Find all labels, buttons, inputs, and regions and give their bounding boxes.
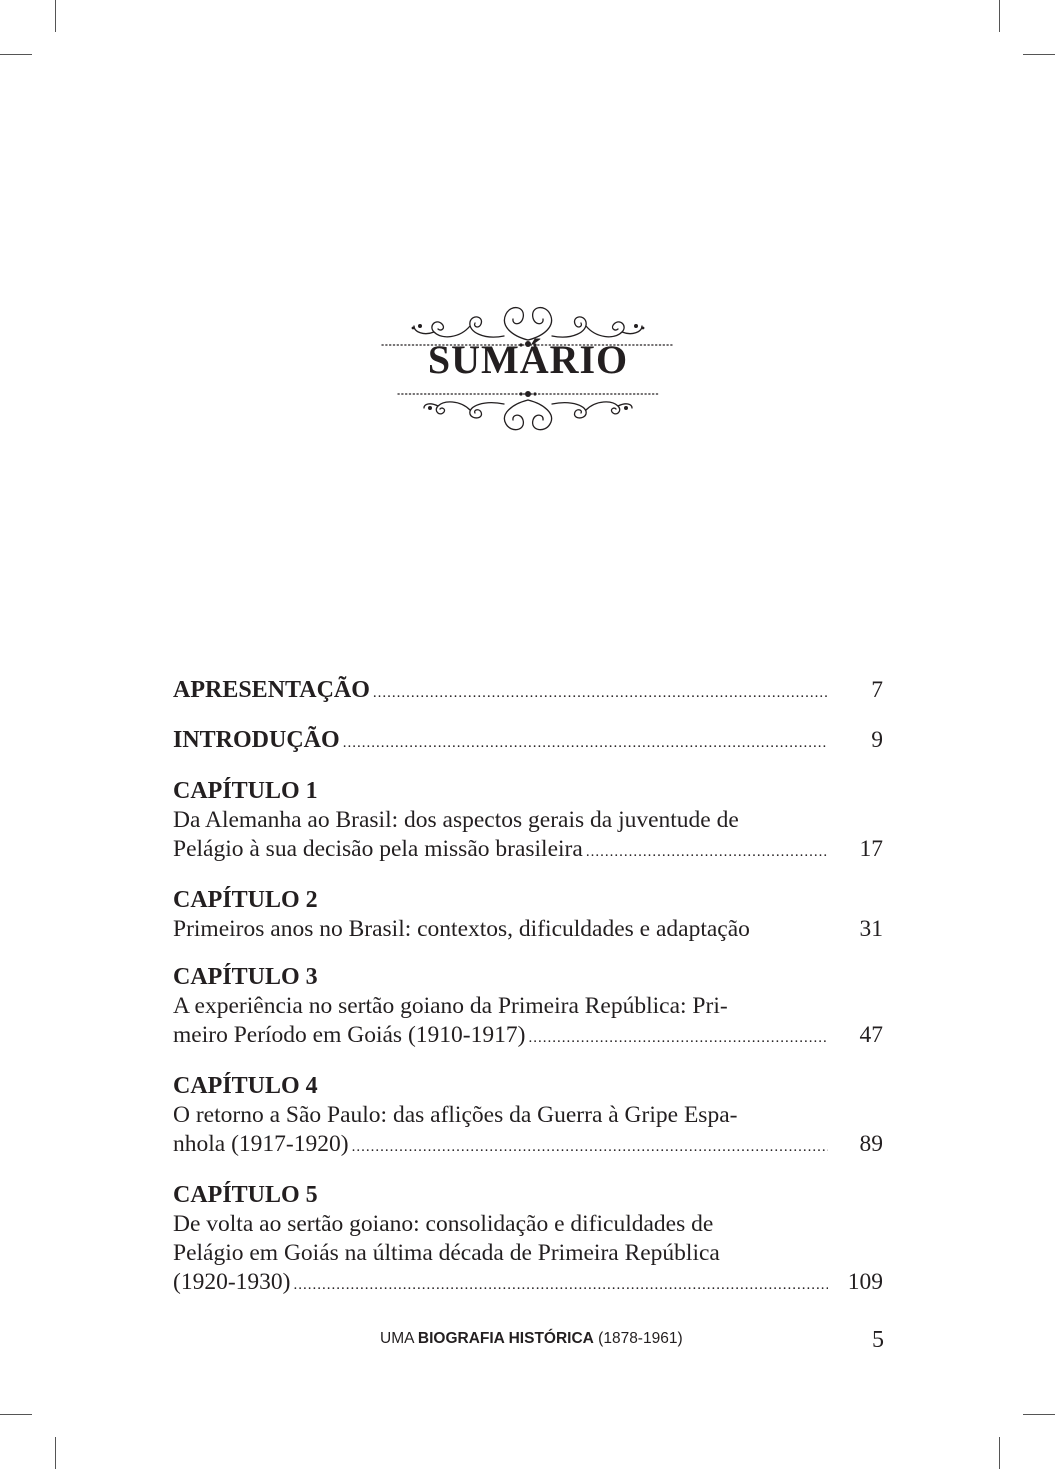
toc-page-number: 17 [859,836,883,862]
running-footer-book-title: BIOGRAFIA HISTÓRICA [417,1330,594,1347]
crop-mark [55,1437,56,1469]
chapter-title-line: O retorno a São Paulo: das aflições da Guerra à Gripe Espa- [173,1102,738,1128]
dot-leader [586,838,828,867]
page-number: 5 [872,1327,884,1353]
chapter-title-line: Da Alemanha ao Brasil: dos aspectos gerais da juventude de [173,807,739,833]
dot-leader [293,1271,828,1300]
crop-mark [55,0,56,32]
chapter-title-line: nhola (1917-1920) [173,1131,349,1157]
chapter-heading: CAPÍTULO 4 [173,1073,318,1099]
chapter-title-line: Primeiros anos no Brasil: contextos, dificuldades e adaptação [173,916,750,942]
toc-entry-label: INTRODUÇÃO [173,727,340,753]
chapter-heading: CAPÍTULO 3 [173,964,318,990]
running-footer-prefix: UMA [380,1330,418,1347]
chapter-heading: CAPÍTULO 1 [173,778,318,804]
chapter-title-line: meiro Período em Goiás (1910-1917) [173,1022,526,1048]
running-footer-years: (1878-1961) [593,1330,683,1347]
chapter-heading: CAPÍTULO 2 [173,887,318,913]
toc-page-number: 31 [859,916,883,942]
dot-leader [352,1133,828,1162]
dot-leader [528,1024,828,1053]
chapter-title-line: Pelágio em Goiás na última década de Primeira República [173,1240,720,1266]
toc-page-number: 109 [847,1269,883,1295]
crop-mark [0,54,32,55]
running-footer [380,1330,683,1348]
toc-entry-chapter-3[interactable] [173,962,883,1053]
toc-entry-chapter-1[interactable] [173,776,883,867]
chapter-title-line: Pelágio à sua decisão pela missão brasileira [173,836,583,862]
toc-entry-introducao[interactable] [173,726,883,758]
toc-entry-label: APRESENTAÇÃO [173,677,370,703]
chapter-title-line: (1920-1930) [173,1269,291,1295]
title-ornament [380,296,676,436]
table-of-contents [173,676,883,1300]
crop-mark [999,0,1000,32]
toc-entry-chapter-4[interactable] [173,1071,883,1162]
toc-entry-chapter-5[interactable] [173,1180,883,1300]
crop-mark [0,1414,32,1415]
chapter-heading: CAPÍTULO 5 [173,1182,318,1208]
page-title: SUMÁRIO [427,337,629,382]
toc-page-number: 89 [859,1131,883,1157]
crop-mark [999,1437,1000,1469]
chapter-title-line: A experiência no sertão goiano da Primeira República: Pri- [173,993,728,1019]
toc-page-number: 9 [871,727,883,753]
chapter-title-line: De volta ao sertão goiano: consolidação e dificuldades de [173,1211,714,1237]
toc-entry-chapter-2[interactable] [173,885,883,944]
toc-page-number: 47 [859,1022,883,1048]
dot-leader [343,729,828,758]
crop-mark [1023,54,1055,55]
dot-leader [373,679,828,708]
toc-page-number: 7 [871,677,883,703]
crop-mark [1023,1414,1055,1415]
toc-entry-apresentacao[interactable] [173,676,883,708]
